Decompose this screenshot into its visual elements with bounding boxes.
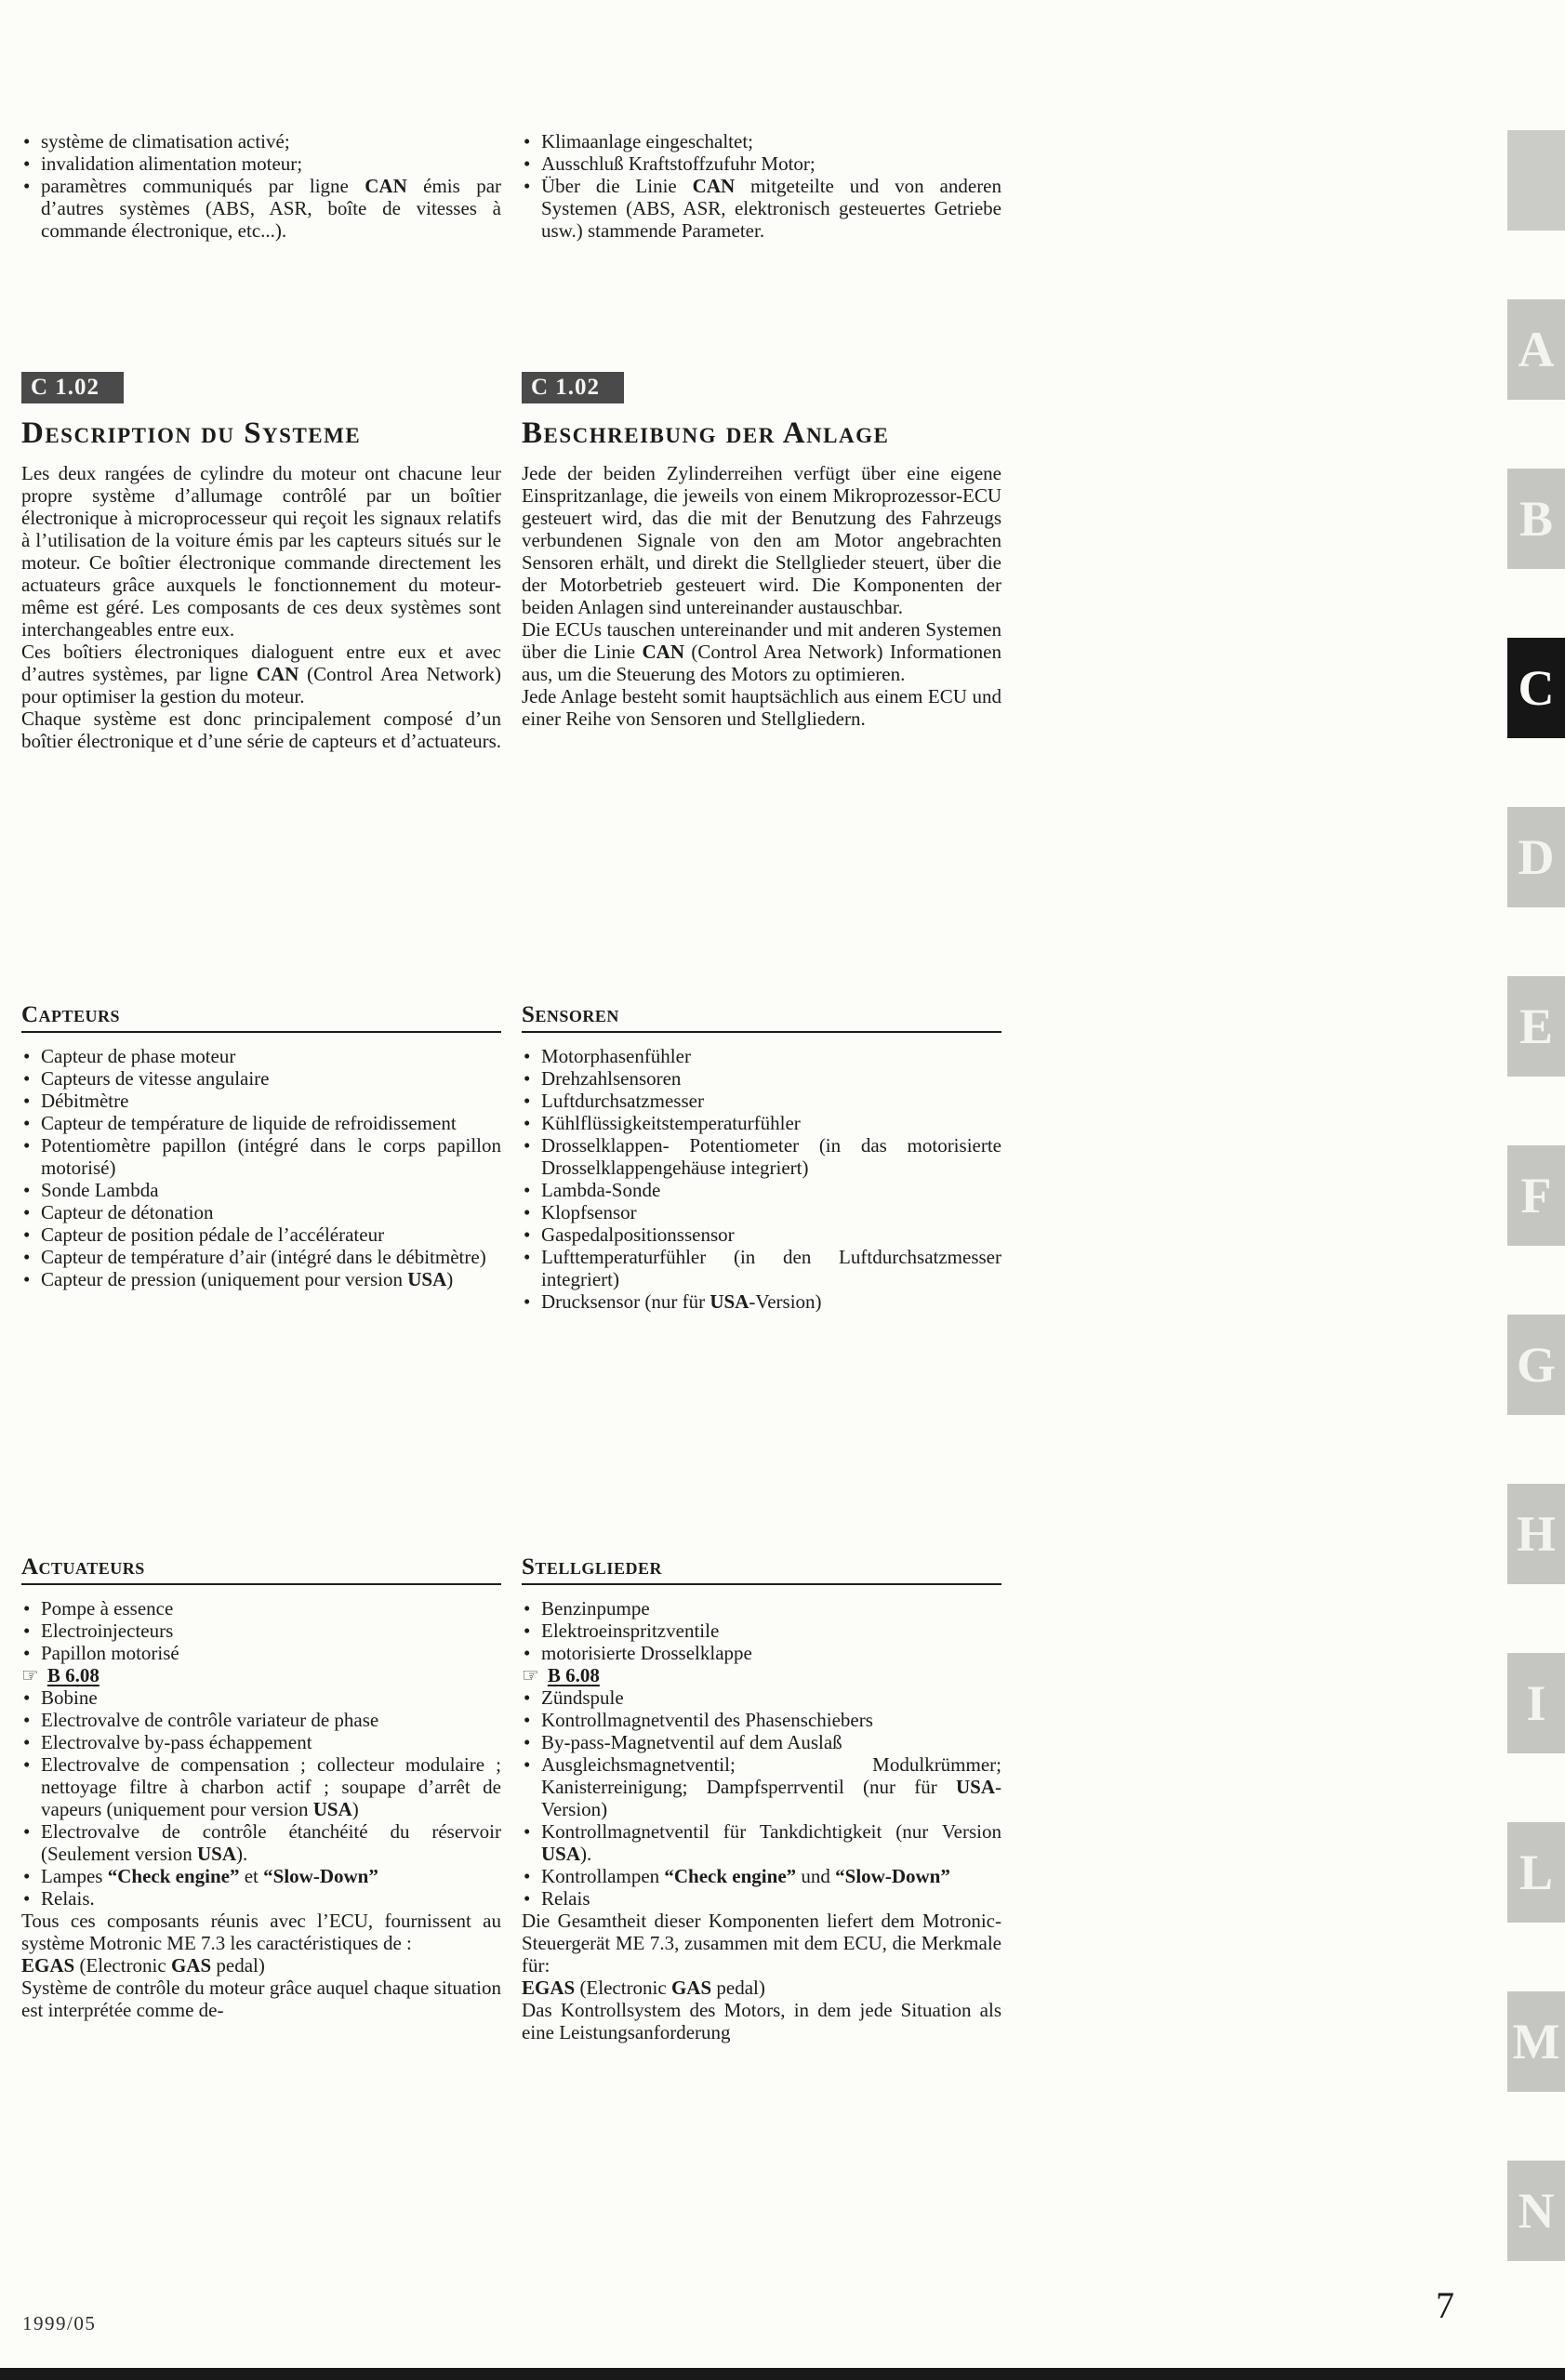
list-item: • Electroinjecteurs [21, 1620, 501, 1642]
list-item: • Relais. [21, 1887, 501, 1910]
cross-reference-code: B 6.08 [547, 1664, 600, 1686]
list-item: • Electrovalve de compensation ; collecteur modulaire ; nettoyage filtre à charbon actif ; soupape d’arrêt de vapeurs (uniquement pour version USA) [21, 1753, 501, 1820]
paragraph: Jede Anlage besteht somit hauptsächlich aus einem ECU und einer Reihe von Sensoren und Stellgliedern. [522, 685, 1001, 730]
paragraph: Chaque système est donc principalement composé d’un boîtier électronique et d’une série de capteurs et d’actuateurs. [21, 707, 502, 752]
list-item: • Papillon motorisé [21, 1642, 501, 1664]
list-item: • Capteur de température de liquide de refroidissement [21, 1112, 501, 1134]
list-item: • Capteur de pression (uniquement pour version USA) [21, 1268, 501, 1290]
pointing-hand-icon: ☞ [21, 1664, 39, 1686]
list-item: • Kontrollampen “Check engine” und “Slow-Down” [522, 1865, 1001, 1887]
paragraph: Tous ces composants réunis avec l’ECU, fournissent au système Motronic ME 7.3 les caractéristiques de : [21, 1910, 501, 1954]
paragraph: Die ECUs tauschen untereinander und mit anderen Systemen über die Linie CAN (Control Area Network) Informationen aus, um die Steuerung des Motors zu optimieren. [522, 618, 1001, 685]
list-item: • Electrovalve de contrôle variateur de phase [21, 1709, 501, 1731]
section-tab-i: I [1507, 1653, 1565, 1753]
section-title-german: Beschreibung der Anlage [522, 416, 890, 450]
list-item: • Motorphasenfühler [522, 1045, 1001, 1067]
page-number: 7 [1436, 2284, 1454, 2326]
list-item: • Drehzahlsensoren [522, 1067, 1001, 1090]
section-tab-l: L [1507, 1822, 1565, 1923]
list-item: • Capteur de phase moteur [21, 1045, 501, 1067]
list-item: • Capteur de température d’air (intégré dans le débitmètre) [21, 1246, 501, 1268]
list-item: • Capteur de position pédale de l’accélérateur [21, 1223, 501, 1246]
list-item: • Kontrollmagnetventil des Phasenschiebers [522, 1709, 1001, 1731]
list-item: • Potentiomètre papillon (intégré dans le corps papillon motorisé) [21, 1134, 501, 1179]
actuators-column-german [522, 1554, 1001, 2043]
section-tab-h: H [1507, 1484, 1565, 1584]
sensors-section [21, 1002, 1001, 1313]
section-tab-f: F [1507, 1145, 1565, 1246]
section-tab-a: A [1507, 299, 1565, 400]
list-item: • Benzinpumpe [522, 1597, 1001, 1620]
list-item: • By-pass-Magnetventil auf dem Auslaß [522, 1731, 1001, 1753]
list-item: • Ausgleichsmagnetventil; Modulkrümmer; Kanisterreinigung; Dampfsperrventil (nur für USA-Version) [522, 1753, 1001, 1820]
list-item: • Über die Linie CAN mitgeteilte und von anderen Systemen (ABS, ASR, elektronisch gesteuertes Getriebe usw.) stammende Parameter. [522, 175, 1001, 242]
list-item: • Lufttemperaturfühler (in den Luftdurchsatzmesser integriert) [522, 1246, 1001, 1290]
paragraph: EGAS (Electronic GAS pedal) [21, 1954, 265, 1977]
list-item: • Kontrollmagnetventil für Tankdichtigkeit (nur Version USA). [522, 1820, 1001, 1865]
list-item: • Relais [522, 1887, 1001, 1910]
paragraph: Les deux rangées de cylindre du moteur ont chacune leur propre système d’allumage contrôlé par un boîtier électronique à microprocesseur qui reçoit les signaux relatifs à l’utilisation de la voiture émis par les capteurs situés sur le moteur. Ce boîtier électronique commande directement les actuateurs grâce auxquels le fonctionnement du moteur-même est géré. Les composants de ces deux systèmes sont interchangeables entre eux. [21, 462, 501, 641]
section-tab-g: G [1507, 1315, 1565, 1415]
list-item: • Drucksensor (nur für USA-Version) [522, 1290, 1001, 1313]
list-item: • Débitmètre [21, 1090, 501, 1112]
list-heading-stellglieder: Stellglieder [522, 1554, 1001, 1585]
list-item: • Luftdurchsatzmesser [522, 1090, 1001, 1112]
list-item: • Klopfsensor [522, 1201, 1001, 1223]
list-heading-actuateurs: Actuateurs [21, 1554, 501, 1585]
section-tab-d: D [1507, 807, 1565, 907]
section-code-badge: C 1.02 [522, 372, 624, 403]
cross-reference [522, 1664, 1001, 1686]
paragraph: EGAS (Electronic GAS pedal) [522, 1977, 765, 1999]
bottom-edge-bar [0, 2368, 1565, 2380]
section-title-french: Description du Systeme [21, 416, 362, 450]
section-tab-c: C [1507, 638, 1565, 738]
paragraph: Jede der beiden Zylinderreihen verfügt über eine eigene Einspritzanlage, die jeweils von einem Mikroprozessor-ECU gesteuert wird, das die mit der Benutzung des Fahrzeugs verbundenen Signale von den am Motor angebrachten Sensoren erhält, und direkt die Stellglieder steuert, über die der Motorbetrieb gesteuert wird. Die Komponenten der beiden Anlagen sind untereinander austauschbar. [522, 462, 1001, 618]
list-item: • Lampes “Check engine” et “Slow-Down” [21, 1865, 501, 1887]
list-heading-capteurs: Capteurs [21, 1002, 501, 1033]
paragraph: Die Gesamtheit dieser Komponenten liefert dem Motronic-Steuergerät ME 7.3, zusammen mit dem ECU, die Merkmale für: [522, 1910, 1001, 1977]
sensors-column-french [21, 1002, 501, 1313]
system-description-section [21, 372, 1001, 752]
list-item: • Electrovalve de contrôle étanchéité du réservoir (Seulement version USA). [21, 1820, 501, 1865]
section-tab-blank [1507, 130, 1565, 231]
section-tab-b: B [1507, 469, 1565, 569]
cross-reference-code: B 6.08 [46, 1664, 99, 1686]
intro-column-french [21, 130, 501, 242]
section-tab-n: N [1507, 2161, 1565, 2261]
cross-reference [21, 1664, 501, 1686]
list-item: • Electrovalve by-pass échappement [21, 1731, 501, 1753]
list-item: • Sonde Lambda [21, 1179, 501, 1201]
sensors-column-german [522, 1002, 1001, 1313]
intro-section [21, 130, 1001, 242]
list-item: • invalidation alimentation moteur; [21, 152, 501, 175]
list-item: • Drosselklappen- Potentiometer (in das motorisierte Drosselklappengehäuse integriert) [522, 1134, 1001, 1179]
list-item: • Ausschluß Kraftstoffzufuhr Motor; [522, 152, 1001, 175]
list-item: • Zündspule [522, 1686, 1001, 1709]
paragraph: Ces boîtiers électroniques dialoguent entre eux et avec d’autres systèmes, par ligne CAN (Control Area Network) pour optimiser la gestion du moteur. [21, 641, 501, 707]
actuators-column-french [21, 1554, 501, 2043]
paragraph: Das Kontrollsystem des Motors, in dem jede Situation als eine Leistungsanforderung [522, 1999, 1001, 2043]
list-item: • motorisierte Drosselklappe [522, 1642, 1001, 1664]
list-item: • Kühlflüssigkeitstemperaturfühler [522, 1112, 1001, 1134]
list-item: • paramètres communiqués par ligne CAN émis par d’autres systèmes (ABS, ASR, boîte de vitesses à commande électronique, etc...). [21, 175, 501, 242]
list-item: • Pompe à essence [21, 1597, 501, 1620]
section-code-badge: C 1.02 [21, 372, 124, 403]
list-item: • Bobine [21, 1686, 501, 1709]
list-heading-sensoren: Sensoren [522, 1002, 1001, 1033]
list-item: • système de climatisation activé; [21, 130, 501, 152]
actuators-section [21, 1554, 1001, 2043]
system-column-german [522, 372, 1001, 752]
list-item: • Klimaanlage eingeschaltet; [522, 130, 1001, 152]
list-item: • Capteur de détonation [21, 1201, 501, 1223]
paragraph: Système de contrôle du moteur grâce auquel chaque situation est interprétée comme de- [21, 1977, 501, 2021]
system-column-french [21, 372, 501, 752]
intro-column-german [522, 130, 1001, 242]
list-item: • Lambda-Sonde [522, 1179, 1001, 1201]
list-item: • Elektroeinspritzventile [522, 1620, 1001, 1642]
section-tab-strip [1507, 130, 1565, 2261]
pointing-hand-icon: ☞ [522, 1664, 539, 1686]
issue-date: 1999/05 [22, 2312, 97, 2334]
list-item: • Capteurs de vitesse angulaire [21, 1067, 501, 1090]
section-tab-e: E [1507, 976, 1565, 1077]
list-item: • Gaspedalpositionssensor [522, 1223, 1001, 1246]
section-tab-m: M [1507, 1991, 1565, 2092]
